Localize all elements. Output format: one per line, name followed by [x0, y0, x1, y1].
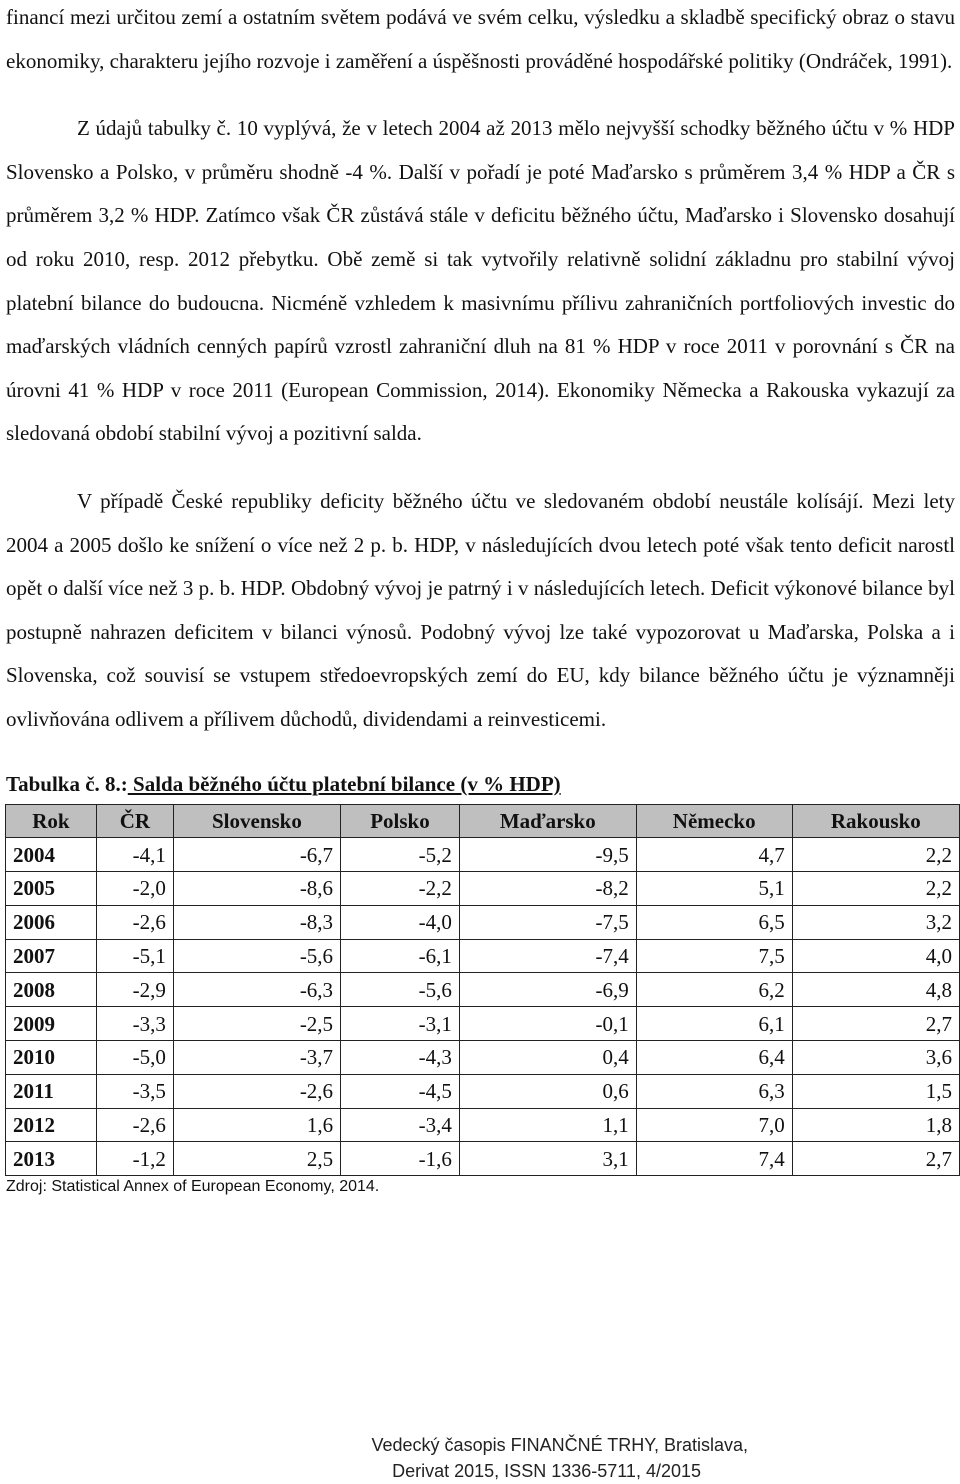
year-cell: 2006: [6, 905, 97, 939]
value-cell: 7,0: [636, 1108, 792, 1142]
value-cell: -1,6: [341, 1142, 460, 1176]
year-cell: 2013: [6, 1142, 97, 1176]
value-cell: 1,6: [173, 1108, 340, 1142]
value-cell: 2,5: [173, 1142, 340, 1176]
table-row: [6, 1007, 960, 1041]
header-cell: Polsko: [341, 804, 460, 838]
value-cell: -2,6: [96, 905, 173, 939]
value-cell: -3,3: [96, 1007, 173, 1041]
value-cell: -5,6: [173, 939, 340, 973]
value-cell: 3,1: [459, 1142, 636, 1176]
value-cell: 1,1: [459, 1108, 636, 1142]
value-cell: 6,4: [636, 1041, 792, 1075]
table-row: [6, 939, 960, 973]
value-cell: 4,0: [792, 939, 959, 973]
value-cell: -6,7: [173, 838, 340, 872]
value-cell: -9,5: [459, 838, 636, 872]
value-cell: -6,9: [459, 973, 636, 1007]
year-cell: 2009: [6, 1007, 97, 1041]
value-cell: -3,4: [341, 1108, 460, 1142]
header-cell: Rakousko: [792, 804, 959, 838]
value-cell: 7,5: [636, 939, 792, 973]
value-cell: -2,9: [96, 973, 173, 1007]
year-cell: 2010: [6, 1041, 97, 1075]
year-cell: 2005: [6, 872, 97, 906]
value-cell: -2,6: [173, 1074, 340, 1108]
year-cell: 2008: [6, 973, 97, 1007]
header-cell: Slovensko: [173, 804, 340, 838]
header-cell: Německo: [636, 804, 792, 838]
current-account-table: [5, 804, 960, 1177]
value-cell: -4,0: [341, 905, 460, 939]
value-cell: -6,1: [341, 939, 460, 973]
value-cell: -3,1: [341, 1007, 460, 1041]
table-row: [6, 1142, 960, 1176]
value-cell: 7,4: [636, 1142, 792, 1176]
value-cell: 4,7: [636, 838, 792, 872]
value-cell: 6,5: [636, 905, 792, 939]
table-row: [6, 872, 960, 906]
header-cell: Maďarsko: [459, 804, 636, 838]
value-cell: 0,4: [459, 1041, 636, 1075]
table-caption-prefix: Tabulka č. 8.:: [6, 771, 128, 796]
value-cell: 1,8: [792, 1108, 959, 1142]
value-cell: -7,4: [459, 939, 636, 973]
document-page: [6, 0, 955, 1197]
value-cell: -7,5: [459, 905, 636, 939]
value-cell: 6,1: [636, 1007, 792, 1041]
value-cell: -5,6: [341, 973, 460, 1007]
value-cell: -2,6: [96, 1108, 173, 1142]
value-cell: 6,2: [636, 973, 792, 1007]
value-cell: 5,1: [636, 872, 792, 906]
value-cell: 3,2: [792, 905, 959, 939]
table-row: [6, 973, 960, 1007]
value-cell: -3,5: [96, 1074, 173, 1108]
table-row: [6, 838, 960, 872]
value-cell: 4,8: [792, 973, 959, 1007]
value-cell: -2,0: [96, 872, 173, 906]
footer-issue: Derivat 2015, ISSN 1336-5711, 4/2015: [392, 1461, 701, 1481]
table-row: [6, 1041, 960, 1075]
year-cell: 2004: [6, 838, 97, 872]
value-cell: -5,0: [96, 1041, 173, 1075]
paragraph-czech-republic: V případě České republiky deficity běžného účtu ve sledovaném období neustále kolísájí. Mezi lety 2004 a 2005 došlo ke snížení o více než 2 p. b. HDP, v následujících dvou letech poté však tento deficit narostl opět o další více než 3 p. b. HDP. Obdobný vývoj je patrný i v následujících letech. Deficit výkonové bilance byl postupně nahrazen deficitem v bilanci výnosů. Podobný vývoj lze také vypozorovat u Maďarska, Polska a i Slovenska, což souvisí se vstupem středoevropských zemí do EU, kdy bilance běžného účtu je významněji ovlivňována odlivem a přílivem důchodů, dividendami a reinvesticemi.: [6, 488, 955, 731]
page-footer: [0, 1432, 960, 1484]
value-cell: -5,2: [341, 838, 460, 872]
table-source: Zdroj: Statistical Annex of European Economy, 2014.: [6, 1178, 380, 1196]
value-cell: -0,1: [459, 1007, 636, 1041]
value-cell: 3,6: [792, 1041, 959, 1075]
year-cell: 2007: [6, 939, 97, 973]
table-caption: [6, 764, 955, 804]
value-cell: -8,3: [173, 905, 340, 939]
year-cell: 2011: [6, 1074, 97, 1108]
table-row: [6, 1074, 960, 1108]
value-cell: -2,5: [173, 1007, 340, 1041]
value-cell: 2,7: [792, 1007, 959, 1041]
table-caption-text: Salda běžného účtu platební bilance (v % HDP): [127, 771, 561, 796]
table-body: [6, 838, 960, 1176]
value-cell: 2,7: [792, 1142, 959, 1176]
paragraph-intro-continuation: financí mezi určitou zemí a ostatním světem podává ve svém celku, výsledku a skladbě specifický obraz o stavu ekonomiky, charakteru jejího rozvoje i zaměření a úspěšnosti prováděné hospodářské politiky (Ondráček, 1991).: [6, 5, 955, 73]
value-cell: -4,5: [341, 1074, 460, 1108]
value-cell: 2,2: [792, 872, 959, 906]
value-cell: 1,5: [792, 1074, 959, 1108]
value-cell: -2,2: [341, 872, 460, 906]
value-cell: -8,6: [173, 872, 340, 906]
table-row: [6, 1108, 960, 1142]
year-cell: 2012: [6, 1108, 97, 1142]
header-cell: Rok: [6, 804, 97, 838]
value-cell: 6,3: [636, 1074, 792, 1108]
value-cell: -8,2: [459, 872, 636, 906]
value-cell: 0,6: [459, 1074, 636, 1108]
header-cell: ČR: [96, 804, 173, 838]
value-cell: -6,3: [173, 973, 340, 1007]
value-cell: -4,1: [96, 838, 173, 872]
value-cell: -3,7: [173, 1041, 340, 1075]
paragraph-table-analysis: Z údajů tabulky č. 10 vyplývá, že v letech 2004 až 2013 mělo nejvyšší schodky běžného účtu v % HDP Slovensko a Polsko, v průměru shodně -4 %. Další v pořadí je poté Maďarsko s průměrem 3,4 % HDP a ČR s průměrem 3,2 % HDP. Zatímco však ČR zůstává stále v deficitu běžného účtu, Maďarsko i Slovensko dosahují od roku 2010, resp. 2012 přebytku. Obě země si tak vytvořily relativně solidní základnu pro stabilní vývoj platební bilance do budoucna. Nicméně vzhledem k masivnímu přílivu zahraničních portfoliových investic do maďarských vládních cenných papírů vzrostl zahraniční dluh na 81 % HDP v roce 2011 v porovnání s ČR na úrovni 41 % HDP v roce 2011 (European Commission, 2014). Ekonomiky Německa a Rakouska vykazují za sledovaná období stabilní vývoj a pozitivní salda.: [6, 116, 955, 446]
value-cell: -5,1: [96, 939, 173, 973]
table-header-row: [6, 804, 960, 838]
value-cell: -4,3: [341, 1041, 460, 1075]
value-cell: -1,2: [96, 1142, 173, 1176]
table-row: [6, 905, 960, 939]
footer-journal: Vedecký časopis FINANČNÉ TRHY, Bratislava,: [371, 1435, 748, 1455]
value-cell: 2,2: [792, 838, 959, 872]
